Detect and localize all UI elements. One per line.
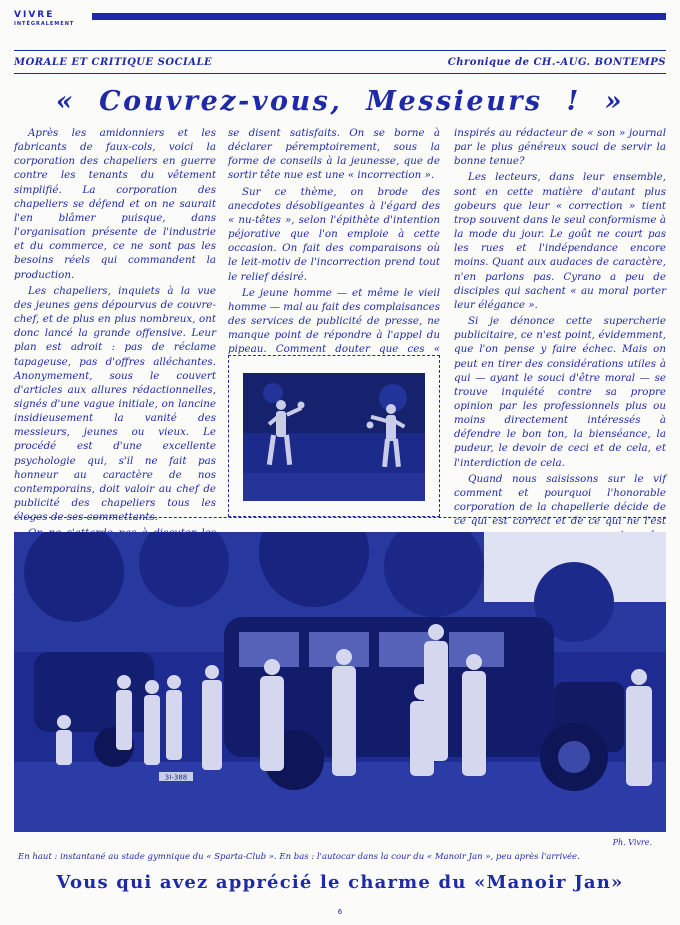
- promo-headline: Vous qui avez apprécié le charme du «Manoir Jan»: [56, 872, 624, 893]
- article-column-3: [454, 126, 666, 528]
- top-rule: [14, 50, 666, 51]
- photo-credit: Ph. Vivre.: [612, 838, 652, 847]
- paragraph: inspirés au rédacteur de « son » journal par le plus généreux souci de servir la bonne tenue?: [454, 127, 666, 168]
- paragraph: Quand nous saisissons sur le vif comment et pourquoi l'honorable corporation de la chapellerie décide de ce qui est correct et de ce qui ne l'est: [454, 472, 666, 528]
- section-label: MORALE ET CRITIQUE SOCIALE: [14, 57, 213, 68]
- byline: Chronique de CH.-AUG. BONTEMPS: [447, 57, 666, 68]
- photo-frame-top: [228, 355, 440, 517]
- paragraph: Le jeune homme — et même le vieil homme — mal au fait des complaisances des services de publicité de presse, ne manque point de répondre à l'appel du pipeau. Comment douter que ces «: [228, 286, 440, 356]
- photo-caption: En haut : instantané au stade gymnique du « Sparta-Club ». En bas : l'autocar dans la cour du « Manoir Jan », peu après l'arrivée.: [18, 852, 580, 862]
- dashed-rule: [14, 517, 666, 518]
- article-headline: « Couvrez-vous, Messieurs ! »: [55, 86, 625, 117]
- page-number: 6: [337, 908, 343, 916]
- rubric-rule: [14, 73, 666, 74]
- masthead: [14, 10, 666, 32]
- photo-sparta-club: [243, 373, 425, 501]
- paragraph: se disent satisfaits. On se borne à déclarer péremptoirement, sous la forme de conseils à la jeunesse, que de sortir tête nue est une « incorrection ».: [228, 127, 440, 182]
- paragraph: Après les amidonniers et les fabricants de faux-cols, voici la corporation des chapeliers en guerre contre les tenants du vêtement simplifié. La corporation des chapeliers se défend et on ne saurait l'en blâmer puisque, dans l'organisation présente de l'industrie et du commerce, ce ne sont pas les besoins réels qui commandent la production.: [14, 127, 216, 281]
- article-column-2: [228, 126, 440, 356]
- paragraph: Sur ce thème, on brode des anecdotes désobligeantes à l'égard des « nu-têtes », selon l'épithète d'intention péjorative que l'on emploie à cette occasion. On fait des comparaisons où le leit-motiv de l'incorrection prend tout le relief désiré.: [228, 185, 440, 283]
- bus-plate: 3I-388: [164, 773, 188, 782]
- paragraph: Les chapeliers, inquiets à la vue des jeunes gens dépourvus de couvre-chef, et de plus en plus nombreux, ont donc lancé la grande offensive. Leur plan est adroit : pas de réclame tapageuse, pas d'offres alléchantes. Anonymement, sous le couvert d'articles aux allures rédactionnelles, signés d'une vague initiale, on lancine insidieusement la vanité des messieurs, jeunes ou vieux. Le procédé est d'une excellente psychologie qui, s'il ne fait pas honneur au caractère de nos contemporains, doit valoir au chef de publicité des chapeliers tous les éloges de ses commettants.: [14, 284, 216, 524]
- article-column-1: [14, 126, 216, 524]
- magazine-title: VIVRE: [14, 10, 55, 20]
- magazine-subtitle: INTÉGRALEMENT: [14, 21, 75, 27]
- paragraph: Les lecteurs, dans leur ensemble, sont en cette matière d'autant plus gobeurs que leur « correction » tient trop souvent dans le seul conformisme à la mode du jour. Le goût ne court pas les rues et l'indépendance encore moins. Quant aux audaces de caractère, n'en parlons pas. Cyrano a peu de disciples qui sachent « au moral porter leur élégance ».: [454, 171, 666, 311]
- photo-manoir-jan-autocar: [14, 532, 666, 832]
- masthead-bar: [92, 13, 666, 20]
- paragraph: Si je dénonce cette supercherie publicitaire, ce n'est point, évidemment, que l'on pense y faire échec. Mais on peut en tirer des considérations utiles à qui — ayant le souci d'être moral — se trouve inquiété contre sa propre opinion par les professionnels plus ou moins directement intéressés à défendre le bon ton, la bienséance, la pudeur, le devoir de ceci et de cela, et l'interdiction de cela.: [454, 315, 666, 469]
